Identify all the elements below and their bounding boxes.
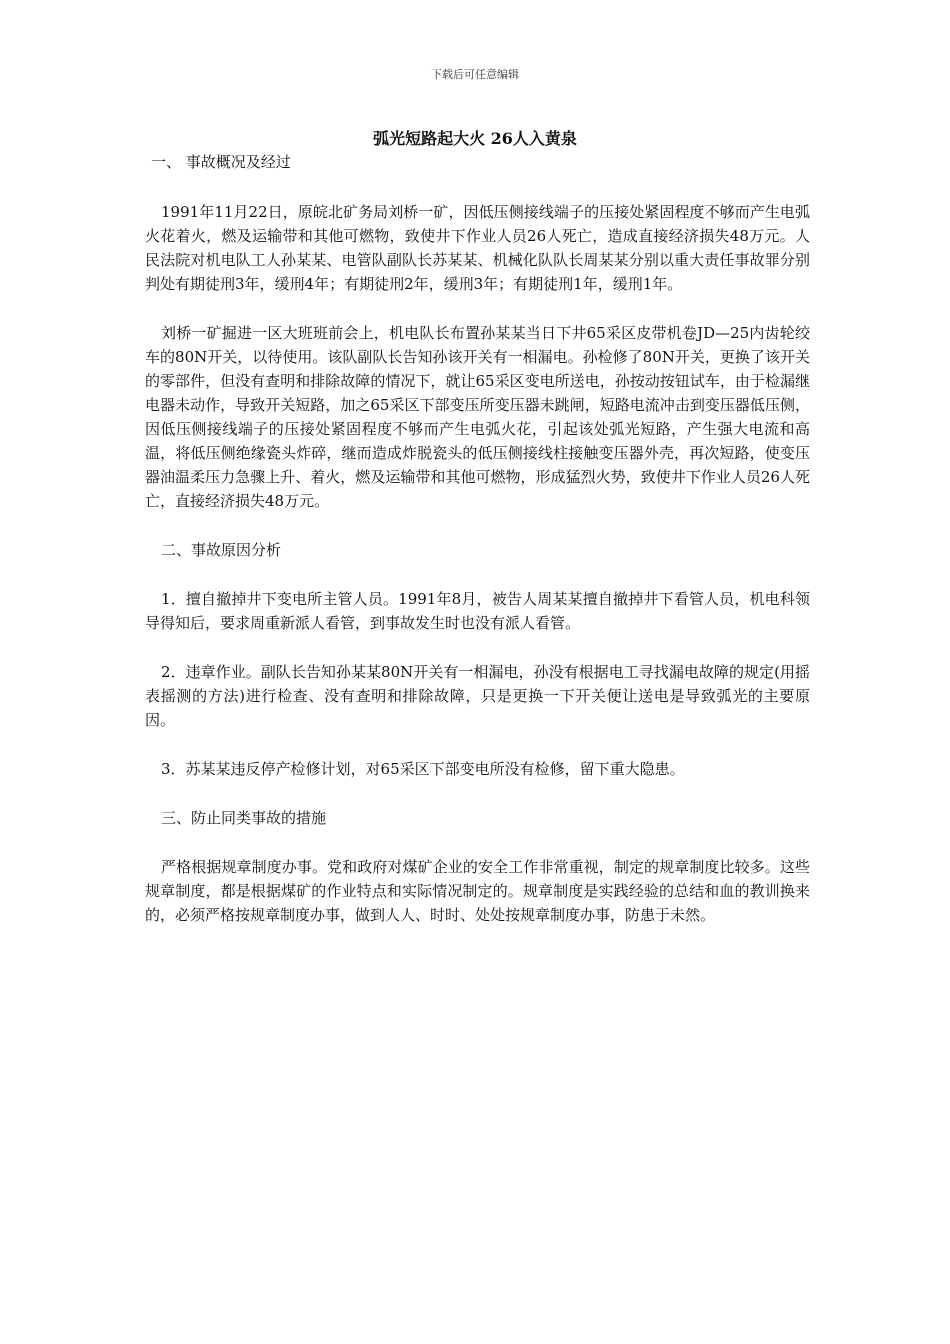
section-heading-measures: 三、防止同类事故的措施 — [161, 809, 327, 827]
section-heading-overview: 一、 事故概况及经过 — [151, 153, 291, 171]
paragraph-overview-details: 刘桥一矿掘进一区大班班前会上，机电队长布置孙某某当日下井65采区皮带机卷JD—25内齿轮绞车的80N开关，以待使用。该队副队长告知孙该开关有一相漏电。孙检修了80N开关，更换了该开关的零部件，但没有查明和排除故障的情况下，就让65采区变电所送电，孙按动按钮试车，由于检漏继电器未动作，导致开关短路，加之65采区下部变压所变压器未跳闸，短路电流冲击到变压器低压侧，因低压侧接线端子的压接处紧固程度不够而产生电弧火花，引起该处弧光短路，产生强大电流和高温，将低压侧绝缘瓷头炸碎，继而造成炸脱瓷头的低压侧接线柱接触变压器外壳，再次短路，使变压器油温柔压力急骤上升、着火，燃及运输带和其他可燃物，形成猛烈火势，致使井下作业人员26人死亡，直接经济损失48万元。 — [145, 324, 810, 510]
paragraph-overview-summary: 1991年11月22日，原皖北矿务局刘桥一矿，因低压侧接线端子的压接处紧固程度不够而产生电弧火花着火，燃及运输带和其他可燃物，致使井下作业人员26人死亡，造成直接经济损失48万元。人民法院对机电队工人孙某某、电管队副队长苏某某、机械化队队长周某某分别以重大责任事故罪分别判处有期徒刑3年，缓刑4年；有期徒刑2年，缓刑3年；有期徒刑1年，缓刑1年。 — [145, 203, 810, 293]
section-heading-causes: 二、事故原因分析 — [161, 541, 282, 559]
paragraph-cause-3: 3．苏某某违反停产检修计划，对65采区下部变电所没有检修，留下重大隐患。 — [161, 760, 685, 778]
paragraph-measures: 严格根据规章制度办事。党和政府对煤矿企业的安全工作非常重视，制定的规章制度比较多。这些规章制度，都是根据煤矿的作业特点和实际情况制定的。规章制度是实践经验的总结和血的教训换来的，必须严格按规章制度办事，做到人人、时时、处处按规章制度办事，防患于未然。 — [145, 858, 810, 924]
paragraph-cause-2: 2．违章作业。副队长告知孙某某80N开关有一相漏电，孙没有根据电工寻找漏电故障的规定(用摇表摇测的方法)进行检查、没有查明和排除故障，只是更换一下开关便让送电是导致弧光的主要原因。 — [145, 663, 810, 729]
paragraph-cause-1: 1．擅自撤掉井下变电所主管人员。1991年8月，被告人周某某擅自撤掉井下看管人员，机电科领导得知后，要求周重新派人看管，到事故发生时也没有派人看管。 — [145, 590, 810, 632]
page-header-note: 下载后可任意编辑 — [431, 68, 519, 81]
document-body — [145, 150, 810, 952]
document-title: 弧光短路起大火 26人入黄泉 — [373, 129, 577, 148]
